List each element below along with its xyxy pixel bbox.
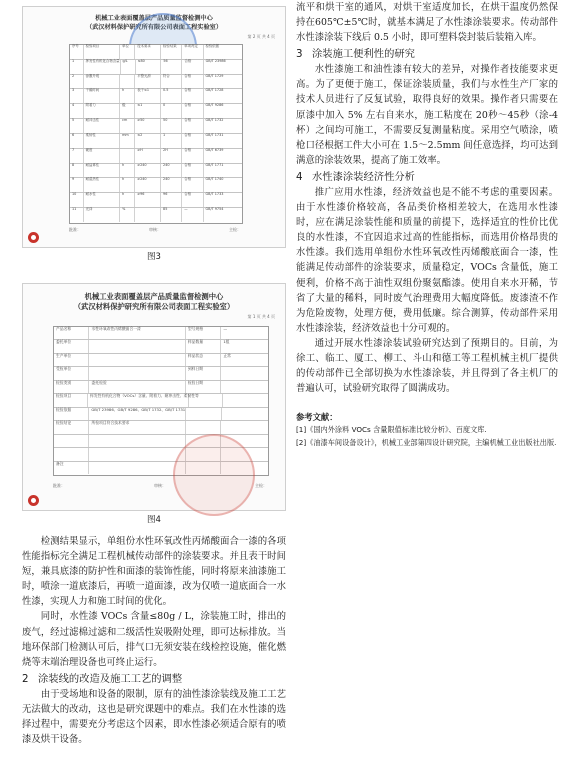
table-cell: 9: [70, 178, 84, 192]
report-header-line-1: 机械工业表面覆盖层产品质量监督检测中心: [84, 292, 224, 301]
table-cell: GB/T 23986、GB/T 9286、GB/T 1732、GB/T 1731: [89, 408, 186, 420]
table-cell: 合格: [182, 104, 203, 118]
table-cell: h: [120, 193, 135, 207]
table-cell: 1: [70, 60, 84, 74]
table-cell: 合格: [182, 178, 203, 192]
table-cell: [54, 448, 89, 460]
table-cell: 检验依据: [54, 408, 89, 420]
table-cell: GB/T 1771: [205, 162, 224, 167]
table-cell: 序号: [70, 45, 84, 59]
left-column: [22, 0, 286, 747]
table-cell: 2H: [161, 149, 182, 163]
references-title: 参考文献：: [296, 412, 338, 423]
signature-label: 主检：: [255, 483, 267, 488]
figure-4-test-report: [22, 283, 286, 511]
table-cell: [223, 394, 268, 406]
signature-label: 审核：: [149, 227, 161, 232]
table-cell: 96: [161, 193, 182, 207]
table-cell: 挥发性有机化合物含量: [84, 60, 121, 74]
table-cell: 符合: [161, 75, 182, 89]
table-cell: 表干≤1: [135, 89, 161, 103]
section-number: 4: [296, 170, 303, 183]
table-cell: 涂膜外观: [84, 75, 120, 89]
table-cell: ≥H: [135, 149, 161, 163]
table-cell: 1组: [223, 339, 230, 345]
table-row: [70, 119, 242, 134]
table-cell: 11: [70, 208, 84, 222]
table-cell: 1: [161, 134, 182, 148]
table-cell: 正常: [223, 352, 231, 358]
table-cell: 240: [161, 164, 182, 178]
table-cell: [186, 421, 221, 433]
paragraph: 水性漆施工和油性漆有较大的差异，对操作者技能要求更高。为了更便于施工，保证涂装质量，我们与水性生产厂家的技术人员进行了反复试验，取得良好的效果。操作者只需要在原漆中加入 5% 左右自来水，施工粘度在 20秒～45秒（涂-4 杯）之间均可施工，不需要反复测量粘度。采用空气喷涂，喷枪口径根据工件大小可在 1.5～2.5mm 间任意选择，均可达到满意的涂装效果，提高了施工效率。: [296, 64, 558, 166]
table-cell: 合格: [182, 149, 203, 163]
table-cell: 3: [70, 89, 84, 103]
table-cell: 技术要求: [135, 45, 161, 59]
table-row: [70, 134, 242, 149]
table-cell: [189, 394, 223, 406]
left-body-text: [22, 534, 286, 747]
section-number: 3: [296, 48, 303, 61]
paragraph: 检测结果显示，单组份水性环氧改性丙烯酸面合一漆的各项性能指标完全满足工程机械传动部件的涂装要求。并且表干时间短，兼具底漆的防护性和面漆的装饰性能，同时将原来油漆施工时，喷涂一道底漆后，再喷一道面漆，改为仅喷一道底面合一水性漆，实现人力和施工时间的优化。: [22, 536, 286, 608]
table-cell: 平整光滑: [135, 75, 161, 89]
table-cell: GB/T 1732: [205, 118, 224, 123]
table-cell: [89, 340, 185, 352]
table-cell: 合格: [182, 134, 203, 148]
figure-4-report-header: [23, 284, 285, 312]
table-cell: GB/T 1731: [205, 132, 224, 137]
table-cell: 8: [70, 164, 84, 178]
signature-label: 审核：: [154, 483, 166, 488]
table-cell: 0: [161, 104, 182, 118]
section-title: 水性漆涂装经济性分析: [312, 170, 415, 183]
table-cell: 委托单位: [54, 340, 89, 352]
table-row: [70, 104, 242, 119]
table-cell: 耐冲击性: [84, 119, 120, 133]
table-cell: 检验结果: [161, 45, 182, 59]
table-cell: %: [120, 208, 135, 222]
table-cell: [135, 208, 161, 222]
paragraph: 推广应用水性漆，经济效益也是不能不考虑的重要因素。由于水性漆价格较高，各品类价格相差较大，在选用水性漆时，应在满足涂装性能和质量的前提下，选择适宜的性价比优良的水性漆，不宜因追求过高的性能指标，而选用价格昂贵的水性漆。我们选用单组份水性环氧改性丙烯酸底面合一漆，性能满足传动部件的涂装要求，质量稳定，VOCs 含量低，施工便利，价格不高于油性双组份聚氨酯漆。使用自来水开稀，节省了大量的稀料，同时废气治理费用大幅度降低。废漆渣不作为危险废物，处理方便，费用低廉。综合测算，传动部件采用水性漆涂装，经济效益也十分可观的。: [296, 186, 558, 334]
table-cell: 委托检验: [89, 381, 185, 393]
table-cell: g/L: [121, 60, 136, 74]
signature-label: 批准：: [69, 227, 81, 232]
table-cell: mm: [120, 134, 135, 148]
table-cell: GB/T 9754: [205, 207, 224, 212]
table-cell: 0.5: [161, 89, 182, 103]
figure-3-caption: 图3: [147, 252, 161, 262]
table-cell: 水性环氧改性丙烯酸面合一漆: [89, 327, 185, 339]
figure-3-test-report: [22, 6, 286, 248]
table-cell: 5: [70, 119, 84, 133]
institute-logo: [28, 495, 39, 506]
table-cell: GB/T 1733: [205, 192, 224, 197]
table-cell: 受检单位: [54, 367, 89, 379]
report-page-code: 第 1 页 共 4 页: [247, 314, 275, 319]
paragraph: 由于受场地和设备的限制，原有的油性漆涂装线及施工工艺无法做大的改动，这也是研究课题中的难点。我们在水性漆的选择过程中，需要充分考虑这个因素，即水性漆必须适合原有的喷漆及烘干设备。: [22, 688, 286, 746]
section-number: 2: [22, 672, 29, 685]
table-row: [70, 149, 242, 164]
table-cell: 合格: [182, 75, 203, 89]
table-cell: 所检项目符合技术要求: [89, 421, 185, 433]
official-seal-stamp: [173, 434, 255, 516]
table-cell: ≥96: [135, 193, 161, 207]
table-cell: h: [120, 164, 135, 178]
table-row: [54, 327, 268, 340]
table-cell: [221, 381, 268, 393]
table-cell: 硬度: [84, 149, 120, 163]
table-cell: [89, 448, 185, 460]
table-cell: 耐水性: [84, 193, 120, 207]
table-cell: ≤2: [135, 134, 161, 148]
table-cell: 检验日期: [186, 381, 221, 393]
table-cell: 样品数量: [186, 340, 221, 352]
table-cell: 检验项目: [84, 45, 120, 59]
table-cell: GB/T 6739: [205, 147, 224, 152]
table-cell: 单项判定: [182, 45, 203, 59]
table-cell: 10: [70, 193, 84, 207]
report-signatures: [69, 227, 241, 233]
paragraph: 同时，水性漆 VOCs 含量≤80g / L，涂装施工时，排出的废气，经过滤棉过滤和二级活性炭吸附处理，即可达标排放。当地环保部门检测认可后，排气口无须安装在线检控设施，催化燃烧等末端治理设备也可终止运行。: [22, 611, 286, 668]
table-cell: 挥发性有机化合物（VOCs）含量、附着力、耐冲击性、柔韧性等: [88, 394, 189, 406]
table-cell: 耐湿热性: [84, 178, 120, 192]
table-cell: 4: [70, 104, 84, 118]
table-cell: 单位: [120, 45, 135, 59]
table-cell: 240: [161, 178, 182, 192]
table-cell: h: [120, 178, 135, 192]
table-cell: 生产单位: [54, 354, 89, 366]
table-cell: GB/T 9286: [205, 103, 224, 108]
table-cell: [221, 421, 268, 433]
table-cell: 合格: [182, 164, 203, 178]
table-cell: 产品名称: [54, 327, 89, 339]
table-cell: ≤80: [136, 60, 162, 74]
table-row: [54, 354, 268, 367]
table-cell: [54, 435, 89, 447]
signature-label: 主检：: [229, 227, 241, 232]
table-cell: 附着力: [84, 104, 120, 118]
table-cell: 备注: [54, 462, 89, 474]
table-row: [54, 421, 268, 434]
table-cell: ≥240: [135, 178, 161, 192]
table-cell: 检验结论: [54, 421, 89, 433]
table-cell: 合格: [182, 193, 203, 207]
table-cell: [186, 408, 221, 420]
table-row: [54, 340, 268, 353]
table-cell: 光泽: [84, 208, 120, 222]
table-cell: ≥50: [135, 119, 161, 133]
table-row: [70, 60, 242, 75]
table-cell: ≤1: [135, 104, 161, 118]
table-cell: GB/T 1729: [205, 73, 224, 78]
table-cell: —: [182, 208, 203, 222]
right-column: [296, 0, 558, 449]
paragraph: 流平和烘干室的通风，对烘干室适度加长，在烘干温度仍然保持在605℃±5℃时，就基本满足了水性漆涂装要求。传动部件水性漆涂装下线后 0.5 小时，即可塑料袋封装后装箱入库。: [296, 2, 558, 44]
table-cell: [120, 75, 135, 89]
table-cell: 7: [70, 149, 84, 163]
paragraph: 通过开展水性漆涂装试验研究达到了预期目的。目前，为徐工、临工、厦工、柳工、斗山和德工等工程机械主机厂提供的传动部件已全部切换为水性漆涂装，并且得到了各主机厂的普遍认可，试验研究取得了圆满成功。: [296, 337, 558, 395]
table-cell: 检验类别: [54, 381, 89, 393]
table-cell: —: [223, 326, 228, 331]
section-title: 涂装线的改造及施工工艺的调整: [38, 672, 183, 685]
table-row: [54, 408, 268, 421]
table-row: [54, 381, 268, 394]
report-header-line-2: （武汉材料保护研究所有限公司表面工程实验室）: [85, 23, 223, 31]
table-cell: 样品状态: [186, 354, 221, 366]
report-page-code: 第 2 页 共 4 页: [247, 34, 275, 39]
institute-logo: [28, 232, 39, 243]
table-cell: 85: [161, 208, 182, 222]
table-cell: 合格: [182, 89, 203, 103]
table-row: [54, 394, 268, 407]
table-cell: 50: [161, 119, 182, 133]
table-cell: GB/T 1728: [205, 88, 224, 93]
report-header-line-1: 机械工业表面覆盖层产品质量监督检测中心: [95, 15, 213, 22]
table-cell: 2: [70, 75, 84, 89]
table-cell: [89, 367, 185, 379]
table-cell: 到样日期: [186, 367, 221, 379]
reference-item: [2]《油漆车间设备设计》，机械工业部第四设计研究院，主编机械工业出版社出版.: [296, 437, 557, 447]
table-cell: cm: [120, 119, 135, 133]
table-row: [54, 367, 268, 380]
table-cell: ≥240: [135, 164, 161, 178]
section-heading-3: [296, 47, 558, 62]
section-title: 涂装施工便利性的研究: [312, 48, 415, 61]
report-header-line-2: （武汉材料保护研究所有限公司表面工程实验室）: [73, 302, 235, 311]
table-cell: 柔韧性: [84, 134, 120, 148]
table-cell: 合格: [182, 60, 203, 74]
table-row: [70, 193, 242, 208]
table-cell: [89, 462, 185, 474]
table-cell: 干燥时间: [84, 89, 120, 103]
table-cell: h: [120, 89, 135, 103]
signature-label: 批准：: [53, 483, 65, 488]
table-cell: [221, 367, 268, 379]
table-cell: 56: [161, 60, 182, 74]
table-row: [70, 208, 242, 222]
table-row: [70, 45, 242, 60]
table-cell: 6: [70, 134, 84, 148]
table-cell: GB/T 23986: [205, 58, 226, 63]
figure-4-caption: 图4: [147, 515, 161, 525]
table-cell: [222, 408, 268, 420]
figure-3-result-table: [69, 44, 243, 224]
table-cell: [89, 435, 185, 447]
table-cell: 型号规格: [186, 327, 221, 339]
table-cell: GB/T 1740: [205, 177, 224, 182]
table-cell: [89, 354, 185, 366]
reference-item: [1]《国内外涂料 VOCs 含量限值标准比较分析》、百度文库.: [296, 425, 487, 435]
section-heading-2: [22, 672, 286, 687]
report-signatures: [53, 483, 267, 489]
table-cell: 合格: [182, 119, 203, 133]
table-cell: 检验项目: [54, 394, 88, 406]
table-cell: 耐盐雾性: [84, 164, 120, 178]
table-cell: 级: [120, 104, 135, 118]
section-heading-4: [296, 170, 558, 185]
table-cell: 检验依据: [205, 44, 220, 48]
table-cell: [120, 149, 135, 163]
